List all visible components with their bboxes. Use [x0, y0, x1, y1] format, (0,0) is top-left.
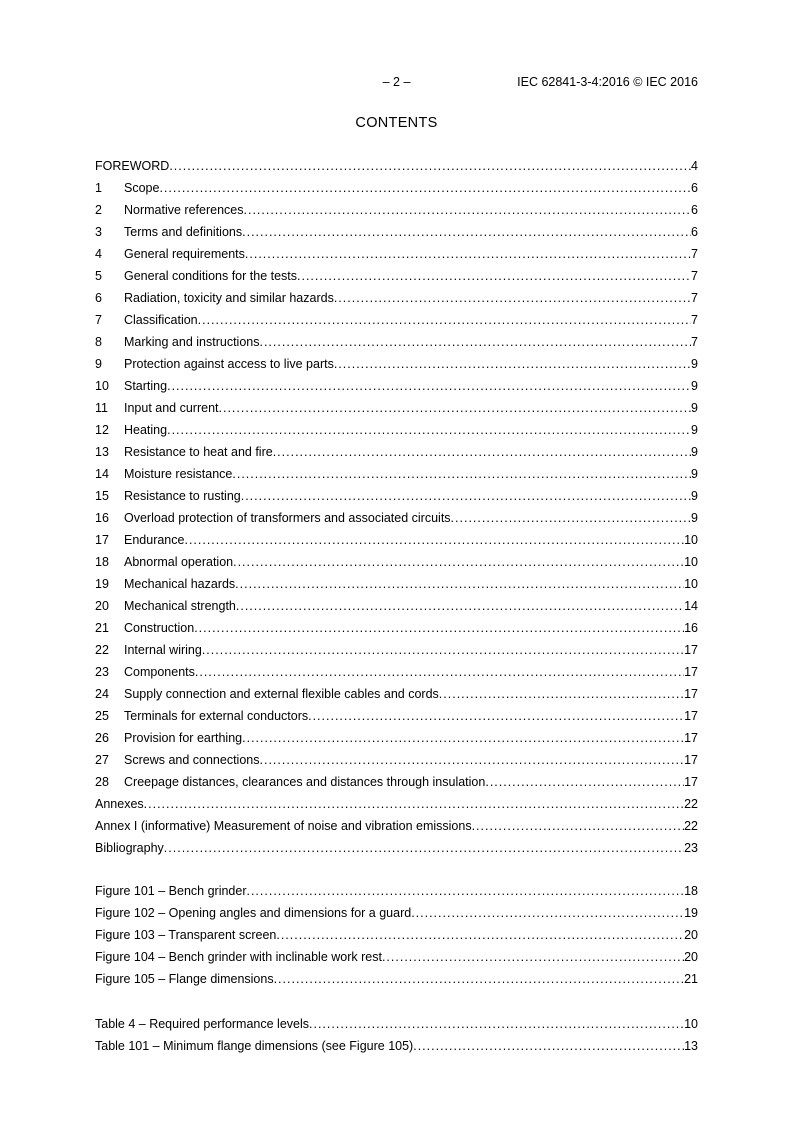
dot-leader — [235, 573, 684, 595]
toc-entry-page: 7 — [691, 313, 698, 327]
toc-entry-page: 9 — [691, 511, 698, 525]
dot-leader — [202, 639, 684, 661]
dot-leader — [411, 902, 684, 924]
toc-entry[interactable] — [95, 441, 698, 463]
toc-entry[interactable] — [95, 177, 698, 199]
toc-entry-number: 15 — [95, 489, 109, 503]
figure-entry[interactable] — [95, 902, 698, 924]
toc-entry-page: 9 — [691, 401, 698, 415]
toc-entry-page: 16 — [684, 621, 698, 635]
dot-leader — [167, 419, 691, 441]
toc-entry-label: Protection against access to live parts — [124, 357, 334, 371]
toc-entry-label: Marking and instructions — [124, 335, 260, 349]
figure-entry[interactable] — [95, 946, 698, 968]
toc-entry-label: Scope — [124, 181, 160, 195]
toc-tables — [95, 1013, 698, 1057]
toc-entry-label: Moisture resistance — [124, 467, 233, 481]
toc-entry-label: Internal wiring — [124, 643, 202, 657]
toc-entry[interactable] — [95, 221, 698, 243]
toc-entry-label: Annexes — [95, 797, 144, 811]
toc-sections — [95, 155, 698, 859]
toc-entry-page: 9 — [691, 467, 698, 481]
toc-entry-page: 10 — [684, 533, 698, 547]
toc-entry-number: 23 — [95, 665, 109, 679]
toc-entry-number: 17 — [95, 533, 109, 547]
toc-entry-label: General requirements — [124, 247, 245, 261]
toc-entry-label: Endurance — [124, 533, 185, 547]
toc-entry-number: 8 — [95, 335, 102, 349]
toc-entry-number: 12 — [95, 423, 109, 437]
toc-entry[interactable] — [95, 683, 698, 705]
toc-entry-label: Terms and definitions — [124, 225, 243, 239]
toc-entry[interactable] — [95, 507, 698, 529]
dot-leader — [297, 265, 691, 287]
toc-entry-page: 9 — [691, 445, 698, 459]
dot-leader — [413, 1035, 684, 1057]
dot-leader — [308, 705, 684, 727]
toc-entry-number: 7 — [95, 313, 102, 327]
toc-entry-page: 17 — [684, 775, 698, 789]
dot-leader — [244, 199, 692, 221]
dot-leader — [169, 155, 691, 177]
toc-entry-page: 17 — [684, 709, 698, 723]
dot-leader — [382, 946, 684, 968]
toc-entry-number: 14 — [95, 467, 109, 481]
dot-leader — [242, 727, 684, 749]
toc-entry[interactable] — [95, 463, 698, 485]
toc-entry-page: 14 — [684, 599, 698, 613]
dot-leader — [194, 617, 684, 639]
toc-entry-page: 4 — [691, 159, 698, 173]
toc-entry-label: Bibliography — [95, 841, 164, 855]
dot-leader — [233, 551, 684, 573]
dot-leader — [184, 529, 684, 551]
toc-entry-page: 10 — [684, 1017, 698, 1031]
toc-entry[interactable] — [95, 529, 698, 551]
dot-leader — [198, 309, 691, 331]
toc-entry-page: 7 — [691, 335, 698, 349]
toc-entry-label: Terminals for external conductors — [124, 709, 309, 723]
toc-entry[interactable] — [95, 353, 698, 375]
dot-leader — [451, 507, 692, 529]
dot-leader — [276, 924, 684, 946]
toc-entry-number: 10 — [95, 379, 109, 393]
toc-entry[interactable] — [95, 375, 698, 397]
toc-entry[interactable] — [95, 551, 698, 573]
toc-entry-label: Input and current — [124, 401, 219, 415]
toc-entry-page: 9 — [691, 423, 698, 437]
toc-entry-label: Radiation, toxicity and similar hazards — [124, 291, 334, 305]
toc-entry-page: 6 — [691, 181, 698, 195]
toc-entry-number: 22 — [95, 643, 109, 657]
toc-entry[interactable] — [95, 727, 698, 749]
toc-entry[interactable] — [95, 419, 698, 441]
toc-entry-label: Figure 101 – Bench grinder — [95, 884, 247, 898]
dot-leader — [485, 771, 684, 793]
toc-entry[interactable] — [95, 617, 698, 639]
toc-entry-number: 20 — [95, 599, 109, 613]
page-header — [95, 75, 698, 93]
toc-entry[interactable] — [95, 397, 698, 419]
toc-entry-number: 5 — [95, 269, 102, 283]
toc-entry-number: 4 — [95, 247, 102, 261]
toc-entry-page: 7 — [691, 269, 698, 283]
toc-entry[interactable] — [95, 243, 698, 265]
dot-leader — [309, 1013, 684, 1035]
toc-entry-number: 13 — [95, 445, 109, 459]
toc-entry-page: 9 — [691, 357, 698, 371]
toc-entry-label: Starting — [124, 379, 168, 393]
toc-entry-page: 20 — [684, 928, 698, 942]
toc-entry-page: 17 — [684, 643, 698, 657]
toc-entry[interactable] — [95, 287, 698, 309]
toc-entry[interactable] — [95, 595, 698, 617]
document-id: IEC 62841-3-4:2016 © IEC 2016 — [517, 75, 698, 89]
toc-entry-page: 17 — [684, 753, 698, 767]
toc-entry-label: Figure 103 – Transparent screen — [95, 928, 277, 942]
dot-leader — [439, 683, 684, 705]
toc-entry-label: Figure 105 – Flange dimensions — [95, 972, 274, 986]
toc-entry-label: Heating — [124, 423, 168, 437]
toc-entry[interactable] — [95, 661, 698, 683]
toc-entry[interactable] — [95, 837, 698, 859]
toc-entry-number: 27 — [95, 753, 109, 767]
toc-entry-label: Table 4 – Required performance levels — [95, 1017, 310, 1031]
toc-entry-number: 19 — [95, 577, 109, 591]
toc-entry-label: Classification — [124, 313, 198, 327]
toc-entry-number: 21 — [95, 621, 109, 635]
dot-leader — [259, 331, 691, 353]
toc-entry-page: 9 — [691, 379, 698, 393]
toc-entry[interactable] — [95, 265, 698, 287]
toc-entry-label: Figure 104 – Bench grinder with inclinable work rest — [95, 950, 382, 964]
toc-entry-number: 1 — [95, 181, 102, 195]
dot-leader — [144, 793, 684, 815]
toc-entry-page: 10 — [684, 555, 698, 569]
dot-leader — [232, 463, 691, 485]
toc-entry-number: 11 — [95, 401, 108, 415]
dot-leader — [273, 441, 691, 463]
toc-entry[interactable] — [95, 815, 698, 837]
toc-entry-label: Table 101 – Minimum flange dimensions (see Figure 105) — [95, 1039, 414, 1053]
toc-entry-number: 3 — [95, 225, 102, 239]
toc-entry-number: 6 — [95, 291, 102, 305]
toc-figures — [95, 880, 698, 990]
toc-entry-page: 9 — [691, 489, 698, 503]
toc-entry-label: Normative references — [124, 203, 244, 217]
dot-leader — [159, 177, 691, 199]
toc-entry[interactable] — [95, 639, 698, 661]
dot-leader — [472, 815, 685, 837]
toc-entry-page: 13 — [684, 1039, 698, 1053]
toc-entry-label: Mechanical strength — [124, 599, 236, 613]
toc-entry-page: 10 — [684, 577, 698, 591]
toc-entry[interactable] — [95, 771, 698, 793]
toc-entry[interactable] — [95, 331, 698, 353]
toc-entry-page: 21 — [684, 972, 698, 986]
toc-entry-page: 7 — [691, 247, 698, 261]
figure-entry[interactable] — [95, 968, 698, 990]
toc-entry[interactable] — [95, 155, 698, 177]
figure-entry[interactable] — [95, 880, 698, 902]
toc-entry-number: 18 — [95, 555, 109, 569]
figure-entry[interactable] — [95, 924, 698, 946]
toc-entry-label: Screws and connections — [124, 753, 260, 767]
toc-entry-page: 23 — [684, 841, 698, 855]
toc-entry-number: 25 — [95, 709, 109, 723]
toc-entry-label: Mechanical hazards — [124, 577, 236, 591]
page-number: – 2 – — [382, 75, 411, 89]
toc-entry-page: 6 — [691, 203, 698, 217]
toc-entry-page: 17 — [684, 687, 698, 701]
toc-entry[interactable] — [95, 793, 698, 815]
toc-entry-label: Construction — [124, 621, 195, 635]
dot-leader — [274, 968, 685, 990]
toc-entry[interactable] — [95, 705, 698, 727]
toc-entry[interactable] — [95, 199, 698, 221]
toc-entry-page: 17 — [684, 665, 698, 679]
toc-entry-label: Components — [124, 665, 195, 679]
toc-entry-label: Figure 102 – Opening angles and dimensions for a guard — [95, 906, 412, 920]
toc-entry-page: 19 — [684, 906, 698, 920]
toc-entry-number: 24 — [95, 687, 109, 701]
toc-entry-number: 16 — [95, 511, 109, 525]
dot-leader — [334, 353, 691, 375]
dot-leader — [334, 287, 691, 309]
dot-leader — [246, 880, 684, 902]
dot-leader — [195, 661, 684, 683]
toc-entry-label: Creepage distances, clearances and distances through insulation — [124, 775, 486, 789]
dot-leader — [164, 837, 684, 859]
toc-entry[interactable] — [95, 749, 698, 771]
toc-entry[interactable] — [95, 573, 698, 595]
toc-entry[interactable] — [95, 485, 698, 507]
toc-entry[interactable] — [95, 309, 698, 331]
toc-entry-label: Provision for earthing — [124, 731, 243, 745]
dot-leader — [241, 485, 691, 507]
dot-leader — [219, 397, 692, 419]
toc-entry-label: Overload protection of transformers and associated circuits — [124, 511, 451, 525]
toc-entry-page: 22 — [684, 819, 698, 833]
toc-entry-number: 9 — [95, 357, 102, 371]
dot-leader — [260, 749, 685, 771]
toc-entry-label: Resistance to heat and fire — [124, 445, 273, 459]
dot-leader — [236, 595, 684, 617]
dot-leader — [242, 221, 691, 243]
toc-entry-page: 18 — [684, 884, 698, 898]
table-entry[interactable] — [95, 1035, 698, 1057]
dot-leader — [245, 243, 691, 265]
toc-entry-number: 26 — [95, 731, 109, 745]
toc-entry-page: 17 — [684, 731, 698, 745]
toc-entry-label: Supply connection and external flexible cables and cords — [124, 687, 439, 701]
toc-entry-label: Annex I (informative) Measurement of noise and vibration emissions — [95, 819, 472, 833]
dot-leader — [167, 375, 691, 397]
toc-entry-label: FOREWORD — [95, 159, 170, 173]
toc-entry-number: 28 — [95, 775, 109, 789]
toc-entry-page: 6 — [691, 225, 698, 239]
toc-entry-page: 20 — [684, 950, 698, 964]
page-title: CONTENTS — [355, 115, 438, 131]
table-entry[interactable] — [95, 1013, 698, 1035]
toc-entry-label: General conditions for the tests — [124, 269, 298, 283]
toc-entry-label: Abnormal operation — [124, 555, 234, 569]
toc-entry-page: 7 — [691, 291, 698, 305]
toc-entry-label: Resistance to rusting — [124, 489, 241, 503]
toc-entry-number: 2 — [95, 203, 102, 217]
toc-entry-page: 22 — [684, 797, 698, 811]
